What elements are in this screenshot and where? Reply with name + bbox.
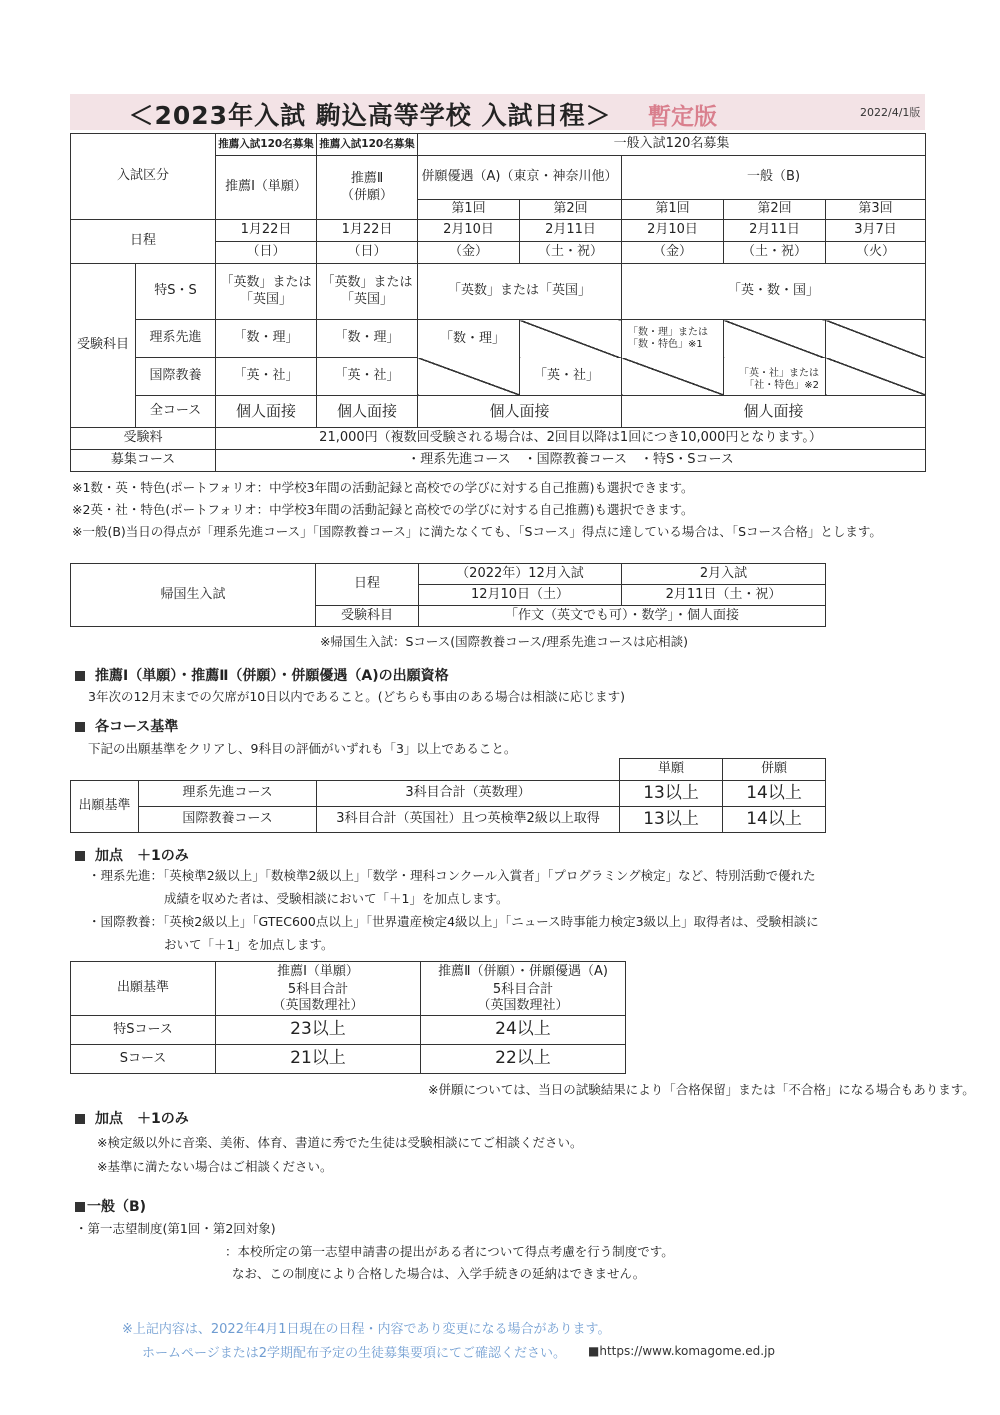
returnee-dec-date: 12月10日（土） bbox=[419, 585, 622, 606]
section-course-text: 下記の出願基準をクリアし、9科目の評価がいずれも「3」以上であること。 bbox=[88, 741, 517, 756]
returnee-date-label: 日程 bbox=[316, 564, 419, 606]
rikei-ippan3-empty bbox=[826, 320, 926, 358]
ippan-round2: 第2回 bbox=[724, 200, 826, 220]
edition-date: 2022/4/1版 bbox=[860, 106, 921, 119]
kokusai-ippan3-empty bbox=[826, 358, 926, 396]
date-cell: 1月22日 bbox=[216, 220, 317, 242]
returnee-label: 帰国生入試 bbox=[71, 564, 316, 627]
date-cell: 2月11日 bbox=[520, 220, 622, 242]
day-cell: （土・祝） bbox=[520, 242, 622, 264]
course-name: 理系先進コース bbox=[139, 781, 317, 807]
day-cell: （火） bbox=[826, 242, 926, 264]
rikei-heigan2-empty bbox=[520, 320, 622, 358]
s-row-v1: 23以上 bbox=[216, 1016, 421, 1045]
s-course-table bbox=[70, 961, 626, 1074]
ippan-header: 一般（B) bbox=[622, 156, 926, 200]
interview-heigan: 個人面接 bbox=[418, 396, 622, 428]
course-table-corner bbox=[71, 759, 620, 781]
suisen2-quota: 推薦入試120名募集 bbox=[317, 134, 418, 156]
row-kubun-label: 入試区分 bbox=[71, 134, 216, 220]
date-cell: 2月10日 bbox=[622, 220, 724, 242]
ippan-round3: 第3回 bbox=[826, 200, 926, 220]
heigan-round1: 第1回 bbox=[418, 200, 520, 220]
course-tangan-val: 13以上 bbox=[620, 807, 723, 833]
course-kokusai-label: 国際教養 bbox=[136, 358, 216, 396]
kokusai-ippan2: 「英・社」または「社・特色」※2 bbox=[724, 358, 826, 396]
course-tangan-val: 13以上 bbox=[620, 781, 723, 807]
provisional-label: 暫定版 bbox=[648, 104, 717, 130]
courses-label: 募集コース bbox=[71, 450, 216, 472]
course-heigan-val: 14以上 bbox=[723, 781, 826, 807]
square-bullet-icon bbox=[75, 1202, 85, 1212]
course-heigan-val: 14以上 bbox=[723, 807, 826, 833]
col-tangan: 単願 bbox=[620, 759, 723, 781]
day-cell: （日） bbox=[317, 242, 418, 264]
col-heigan: 併願 bbox=[723, 759, 826, 781]
date-cell: 3月7日 bbox=[826, 220, 926, 242]
course-toku-label: 特S・S bbox=[136, 264, 216, 320]
section-general-head: 一般（B) bbox=[75, 1196, 146, 1216]
fee-label: 受験料 bbox=[71, 428, 216, 450]
s-table-note: ※併願については、当日の試験結果により「合格保留」または「不合格」になる場合もあります。 bbox=[428, 1082, 975, 1097]
rikei-suisen2: 「数・理」 bbox=[317, 320, 418, 358]
toku-suisen2: 「英数」または「英国」 bbox=[317, 264, 418, 320]
bonus-kokusai-line2: おいて「＋1」を加点します。 bbox=[164, 937, 334, 952]
kokusai-suisen1: 「英・社」 bbox=[216, 358, 317, 396]
interview-ippan: 個人面接 bbox=[622, 396, 926, 428]
interview-suisen1: 個人面接 bbox=[216, 396, 317, 428]
day-cell: （土・祝） bbox=[724, 242, 826, 264]
general-line2: ：本校所定の第一志望申請書の提出がある者について得点考慮を行う制度です。 bbox=[225, 1244, 674, 1259]
bonus-kokusai-line1: ・国際教養：「英検2級以上」「GTEC600点以上」「世界遺産検定4級以上」「ニュース時事能力検定3級以上」取得者は、受験相談に bbox=[88, 914, 819, 929]
s-table-col1: 推薦Ⅰ（単願） bbox=[216, 962, 421, 982]
course-rikei-label: 理系先進 bbox=[136, 320, 216, 358]
day-cell: （金） bbox=[418, 242, 520, 264]
section-course-head: 各コース基準 bbox=[75, 716, 178, 736]
course-all-label: 全コース bbox=[136, 396, 216, 428]
row-date-label: 日程 bbox=[71, 220, 216, 264]
square-bullet-icon bbox=[75, 722, 85, 732]
interview-suisen2: 個人面接 bbox=[317, 396, 418, 428]
returnee-feb-date: 2月11日（土・祝） bbox=[622, 585, 826, 606]
footer-url-link[interactable]: ■https://www.komagome.ed.jp bbox=[588, 1344, 776, 1358]
course-name: 国際教養コース bbox=[139, 807, 317, 833]
course-standard-table bbox=[70, 758, 826, 833]
s-table-sub1: 5科目合計 （英国数理社） bbox=[216, 982, 421, 1016]
date-cell: 2月10日 bbox=[418, 220, 520, 242]
note-line: ※2英・社・特色(ポートフォリオ：中学校3年間の活動記録と高校での学びに対する自己推薦)も選択できます。 bbox=[72, 501, 694, 517]
heigan-round2: 第2回 bbox=[520, 200, 622, 220]
footer-line2: ホームページまたは2学期配布予定の生徒募集要項にてご確認ください。 bbox=[142, 1346, 567, 1361]
section-bonus1-head: 加点 ＋1のみ bbox=[75, 845, 189, 865]
bonus-rikei-line1: ・理系先進：「英検準2級以上」「数検準2級以上」「数学・理科コンクール入賞者」「プログラミング検定」など、特別活動で優れた bbox=[88, 868, 816, 883]
returnee-dec-head: （2022年）12月入試 bbox=[419, 564, 622, 585]
course-std-label: 出願基準 bbox=[71, 781, 139, 833]
kokusai-suisen2: 「英・社」 bbox=[317, 358, 418, 396]
toku-heigan: 「英数」または「英国」 bbox=[418, 264, 622, 320]
heigan-header: 併願優遇（A)（東京・神奈川他） bbox=[418, 156, 622, 200]
s-row-v2: 24以上 bbox=[421, 1016, 626, 1045]
rikei-heigan1: 「数・理」 bbox=[418, 320, 520, 358]
day-cell: （日） bbox=[216, 242, 317, 264]
kokusai-heigan2: 「英・社」 bbox=[520, 358, 622, 396]
date-cell: 2月11日 bbox=[724, 220, 826, 242]
returnee-feb-head: 2月入試 bbox=[622, 564, 826, 585]
s-row-name: 特Sコース bbox=[71, 1016, 216, 1045]
notes-block bbox=[72, 477, 972, 543]
s-table-label: 出願基準 bbox=[71, 962, 216, 1016]
section-qualify-head: 推薦Ⅰ（単願）・推薦Ⅱ（併願）・併願優遇（A)の出願資格 bbox=[75, 665, 449, 685]
square-bullet-icon bbox=[75, 1114, 85, 1124]
general-quota: 一般入試120名募集 bbox=[418, 134, 926, 156]
returnee-table bbox=[70, 563, 826, 627]
square-bullet-icon bbox=[75, 671, 85, 681]
toku-ippan: 「英・数・国」 bbox=[622, 264, 926, 320]
suisen1-quota: 推薦入試120名募集 bbox=[216, 134, 317, 156]
kokusai-ippan1-empty bbox=[622, 358, 724, 396]
s-table-col2: 推薦Ⅱ（併願）・併願優遇（A) bbox=[421, 962, 626, 982]
subjects-label: 受験科目 bbox=[71, 264, 136, 428]
date-cell: 1月22日 bbox=[317, 220, 418, 242]
day-cell: （金） bbox=[622, 242, 724, 264]
s-row-name: Sコース bbox=[71, 1045, 216, 1074]
fee-value: 21,000円（複数回受験される場合は、2回目以降は1回につき10,000円となります。） bbox=[216, 428, 926, 450]
bonus-rikei-line2: 成績を収めた者は、受験相談において「＋1」を加点します。 bbox=[164, 891, 509, 906]
returnee-subjects: 「作文（英文でも可）・数学」・個人面接 bbox=[419, 606, 826, 627]
s-row-v1: 21以上 bbox=[216, 1045, 421, 1074]
note-line: ※一般(B)当日の得点が「理系先進コース」「国際教養コース」に満たなくても、「Sコース」得点に達している場合は、「Sコース合格」とします。 bbox=[72, 523, 882, 539]
returnee-note: ※帰国生入試：Sコース(国際教養コース/理系先進コースは応相談) bbox=[320, 634, 688, 649]
rikei-ippan2-empty bbox=[724, 320, 826, 358]
course-req: 3科目合計（英国社）且つ英検準2級以上取得 bbox=[317, 807, 620, 833]
footer-line1: ※上記内容は、2022年4月1日現在の日程・内容であり変更になる場合があります。 bbox=[122, 1322, 611, 1337]
square-bullet-icon bbox=[75, 851, 85, 861]
kokusai-heigan1-empty bbox=[418, 358, 520, 396]
rikei-suisen1: 「数・理」 bbox=[216, 320, 317, 358]
section-bonus2-head: 加点 ＋1のみ bbox=[75, 1108, 189, 1128]
s-table-sub2: 5科目合計 （英国数理社） bbox=[421, 982, 626, 1016]
suisen2-header: 推薦Ⅱ （併願） bbox=[317, 156, 418, 220]
suisen1-header: 推薦Ⅰ（単願） bbox=[216, 156, 317, 220]
bonus2-line1: ※検定級以外に音楽、美術、体育、書道に秀でた生徒は受験相談にてご相談ください。 bbox=[97, 1135, 583, 1150]
toku-suisen1: 「英数」または「英国」 bbox=[216, 264, 317, 320]
bonus2-line2: ※基準に満たない場合はご相談ください。 bbox=[97, 1159, 333, 1174]
general-line3: なお、この制度により合格した場合は、入学手続きの延納はできません。 bbox=[232, 1266, 646, 1281]
general-line1: ・第一志望制度(第1回・第2回対象) bbox=[75, 1221, 276, 1236]
ippan-round1: 第1回 bbox=[622, 200, 724, 220]
section-qualify-text: 3年次の12月末までの欠席が10日以内であること。(どちらも事由のある場合は相談に応じます) bbox=[88, 689, 626, 704]
rikei-ippan1: 「数・理」または「数・特色」※1 bbox=[622, 320, 724, 358]
course-req: 3科目合計（英数理） bbox=[317, 781, 620, 807]
note-line: ※1数・英・特色(ポートフォリオ：中学校3年間の活動記録と高校での学びに対する自己推薦)も選択できます。 bbox=[72, 480, 694, 495]
courses-value: ・理系先進コース ・国際教養コース ・特S・Sコース bbox=[216, 450, 926, 472]
s-row-v2: 22以上 bbox=[421, 1045, 626, 1074]
returnee-subject-label: 受験科目 bbox=[316, 606, 419, 627]
schedule-table bbox=[70, 133, 926, 472]
page-title: ＜2023年入試 駒込高等学校 入試日程＞ bbox=[128, 101, 612, 130]
